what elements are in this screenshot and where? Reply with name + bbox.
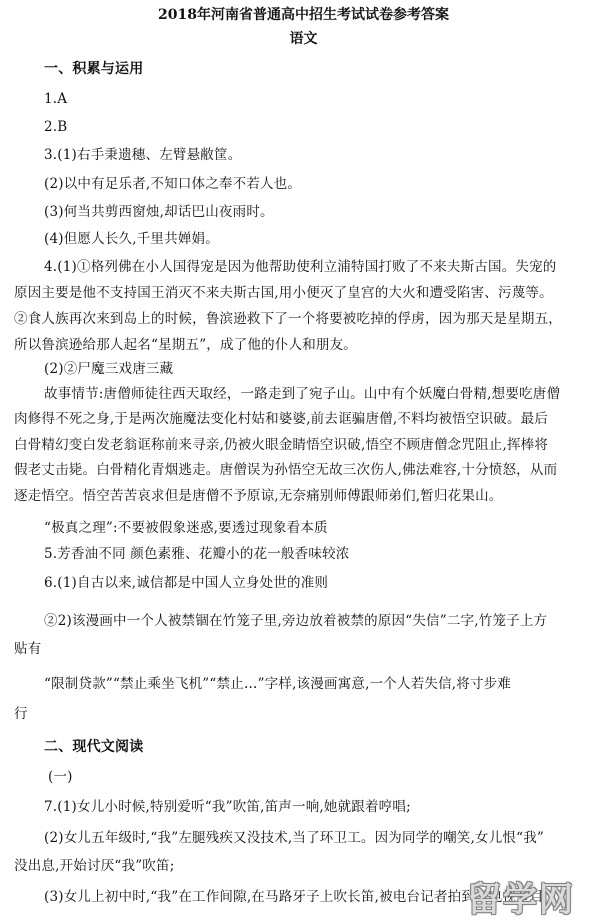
text-line: “极真之理”:不要被假象迷惑,要透过现象看本质 [44, 520, 328, 536]
text-line: 4.(1)①格列佛在小人国得宠是因为他帮助使利立浦特国打败了不来夫斯古国。失宠的 [44, 259, 557, 275]
text-line: 故事情节:唐僧师徒往西天取经，一路走到了宛子山。山中有个妖魔白骨精,想要吃唐僧 [44, 386, 561, 402]
text-line: (4)但愿人长久,千里共婵娟。 [44, 231, 219, 247]
text-line: 行 [14, 706, 28, 722]
document-subtitle: 语文 [289, 31, 318, 47]
text-line: (2)②尸魔三戏唐三藏 [44, 361, 174, 377]
text-line: (3)女儿上初中时,“我”在工作间隙,在马路牙子上吹长笛,被电台记者拍到了电视节目 [44, 889, 544, 905]
text-line: “限制贷款”“禁止乘坐飞机”“禁止…”字样,该漫画寓意,一个人若失信,将寸步难 [44, 676, 512, 692]
text-line: 6.(1)自古以来,诚信都是中国人立身处世的准则 [44, 575, 329, 591]
text-line: 1.A [44, 91, 68, 107]
text-line: 贴有 [14, 641, 42, 657]
section-heading-1: 一、积累与运用 [44, 61, 144, 77]
text-line: 5.芳香油不同 颜色素雅、花瓣小的花一般香味较浓 [44, 546, 350, 562]
text-line: 所以鲁滨逊给那人起名“星期五”，成了他的仆人和朋友。 [14, 337, 358, 353]
text-line: 7.(1)女儿小时候,特别爱听“我”吹笛,笛声一响,她就跟着哼唱; [44, 799, 411, 815]
text-line: 2.B [44, 119, 68, 135]
text-line: 肉修得不死之身,于是两次施魔法变化村姑和婆婆,前去诓骗唐僧,不料均被悟空识破。最后 [14, 411, 549, 427]
text-line: 没出息,开始讨厌“我”吹笛; [14, 858, 175, 874]
text-line: (一) [48, 769, 73, 785]
text-line: ②食人族再次来到岛上的时候，鲁滨逊救下了一个将要被吃掉的俘虏，因为那天是星期五， [14, 311, 562, 327]
text-line: 3.(1)右手秉遗穗、左臂悬敝筐。 [44, 147, 242, 163]
text-line: (2)女儿五年级时,“我”左腿残疾又没技术,当了环卫工。因为同学的嘲笑,女儿恨“我” [44, 830, 545, 846]
text-line: 白骨精幻变白发老翁诓称前来寻亲,仍被火眼金睛悟空识破,悟空不顾唐僧念咒阻止,挥棒将 [14, 437, 549, 453]
text-line: 假老丈击毙。白骨精化青烟逃走。唐僧误为孙悟空无故三次伤人,佛法难容,十分愤怒，从而 [14, 462, 558, 478]
section-heading-2: 二、现代文阅读 [44, 739, 144, 755]
text-line: ②2)该漫画中一个人被禁锢在竹笼子里,旁边放着被禁的原因“失信”二字,竹笼子上方 [44, 613, 548, 629]
text-line: 逐走悟空。悟空苦苦哀求但是唐僧不予原谅,无奈痛别师傅跟师弟们,暂归花果山。 [14, 488, 503, 504]
text-line: (3)何当共剪西窗烛,却话巴山夜雨时。 [44, 204, 274, 220]
text-line: (2)以中有足乐者,不知口体之奉不若人也。 [44, 176, 302, 192]
watermark-logo: 留学网 [467, 879, 575, 920]
text-line: 原因主要是他不支持国王消灭不来夫斯古国,用小便灭了皇宫的大火和遭受陷害、污蔑等。 [14, 285, 553, 301]
document-title: 2018年河南省普通高中招生考试试卷参考答案 [158, 7, 449, 23]
